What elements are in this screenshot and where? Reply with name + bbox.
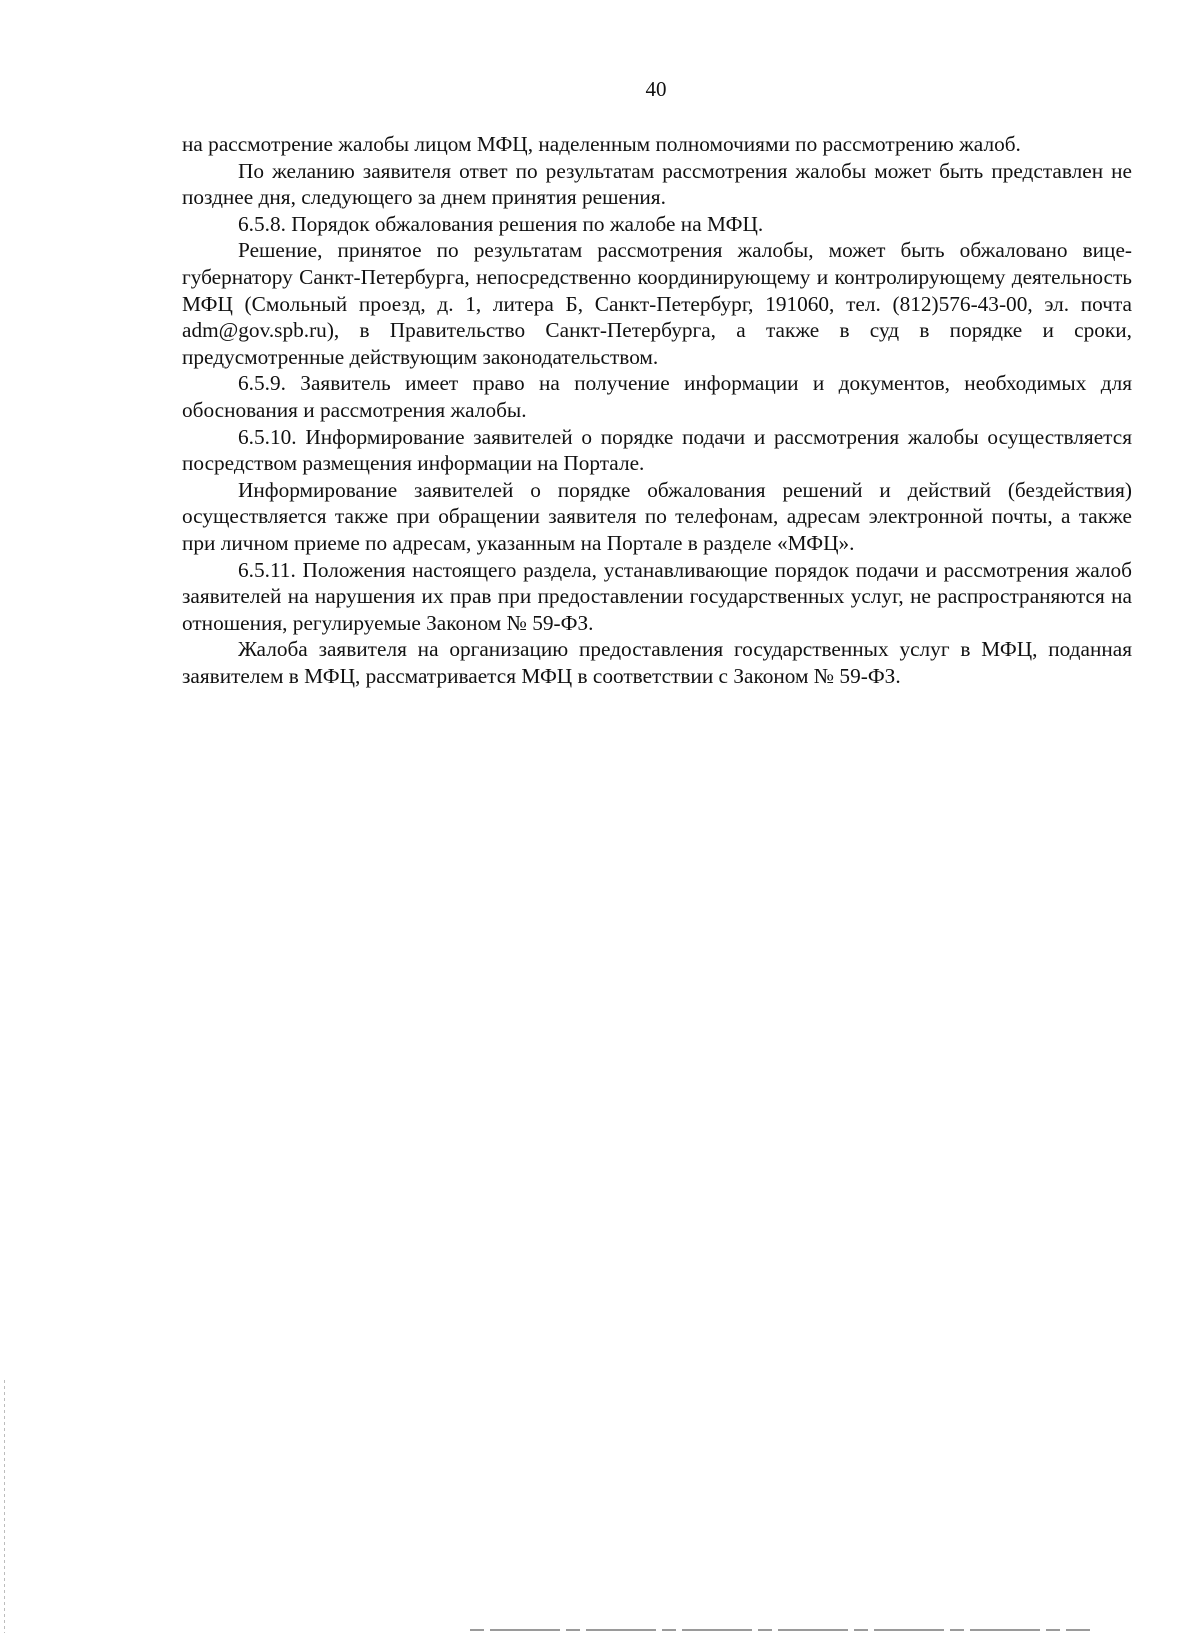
page-number: 40 <box>645 77 667 101</box>
document-body <box>182 131 1132 689</box>
scan-edge-bottom <box>470 1629 1090 1631</box>
paragraph-informing: Информирование заявителей о порядке обжалования решений и действий (бездействия) осуществляется также при обращении заявителя по телефонам, адресам электронной почты, а также при личном приеме по адресам, указанным на Портале в разделе «МФЦ». <box>182 477 1132 555</box>
paragraph-6-5-9: 6.5.9. Заявитель имеет право на получение информации и документов, необходимых для обоснования и рассмотрения жалобы. <box>182 371 1132 422</box>
paragraph-continuation: на рассмотрение жалобы лицом МФЦ, наделенным полномочиями по рассмотрению жалоб. <box>182 132 1021 156</box>
scan-edge-left <box>4 1380 5 1633</box>
paragraph-appeal-procedure: Решение, принятое по результатам рассмотрения жалобы, может быть обжаловано вице-губернатору Санкт-Петербурга, непосредственно координирующему и контролирующему деятельность МФЦ (Смольный проезд, д. 1, литера Б, Санкт-Петербург, 191060, тел. (812)576-43-00, эл. почта adm@gov.spb.ru), в Правительство Санкт-Петербурга, а также в суд в порядке и сроки, предусмотренные действующим законодательством. <box>182 238 1132 369</box>
paragraph-6-5-10: 6.5.10. Информирование заявителей о порядке подачи и рассмотрения жалобы осуществляется посредством размещения информации на Портале. <box>182 424 1132 476</box>
paragraph-6-5-11: 6.5.11. Положения настоящего раздела, устанавливающие порядок подачи и рассмотрения жалоб заявителей на нарушения их прав при предоставлении государственных услуг, не распространяются на отношения, регулируемые Законом № 59-ФЗ. <box>182 557 1132 635</box>
paragraph-complaint-mfc: Жалоба заявителя на организацию предоставления государственных услуг в МФЦ, поданная заявителем в МФЦ, рассматривается МФЦ в соответствии с Законом № 59-ФЗ. <box>182 637 1132 688</box>
paragraph-answer-timing: По желанию заявителя ответ по результатам рассмотрения жалобы может быть представлен не позднее дня, следующего за днем принятия решения. <box>182 158 1132 210</box>
paragraph-6-5-8: 6.5.8. Порядок обжалования решения по жалобе на МФЦ. <box>238 211 764 236</box>
